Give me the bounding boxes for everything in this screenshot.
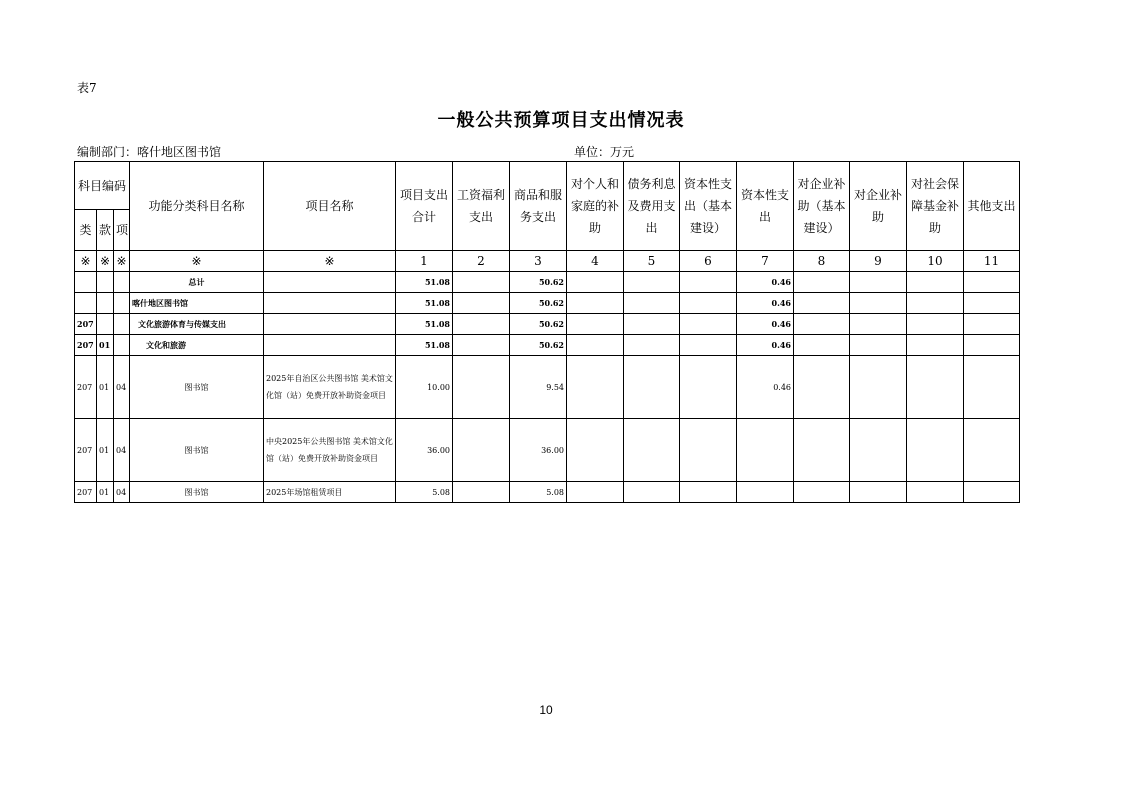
function-name-cell: 总计 [130,272,264,293]
col-number: 6 [680,251,737,272]
page-title: 一般公共预算项目支出情况表 [437,110,685,131]
marker-cell: ※ [114,251,130,272]
lei-cell [75,272,97,293]
value-cell [794,293,850,314]
function-name-cell: 文化旅游体育与传媒支出 [130,314,264,335]
value-cell [964,419,1020,482]
function-name-cell: 图书馆 [130,419,264,482]
value-cell: 50.62 [510,335,567,356]
xiang-cell [114,314,130,335]
value-cell [907,293,964,314]
value-cell: 0.46 [737,314,794,335]
col-number: 9 [850,251,907,272]
value-cell [850,356,907,419]
xiang-cell [114,293,130,314]
xiang-header: 项 [114,210,130,251]
project-name-cell: 2025年自治区公共图书馆 美术馆文化馆（站）免费开放补助资金项目 [264,356,396,419]
value-cell: 50.62 [510,293,567,314]
value-cell: 51.08 [396,335,453,356]
col-header-8: 对企业补助（基本建设） [794,162,850,251]
value-cell [964,293,1020,314]
col-header-2: 工资福利支出 [453,162,510,251]
table-row [75,314,1020,335]
value-cell [624,419,680,482]
value-cell [567,356,624,419]
table-row [75,293,1020,314]
xiang-cell: 04 [114,482,130,503]
kuan-cell: 01 [97,419,114,482]
value-cell: 0.46 [737,272,794,293]
value-cell [850,419,907,482]
kuan-cell [97,272,114,293]
value-cell [624,314,680,335]
value-cell [680,419,737,482]
value-cell [567,293,624,314]
marker-cell: ※ [130,251,264,272]
value-cell [907,419,964,482]
value-cell [964,272,1020,293]
value-cell: 51.08 [396,293,453,314]
value-cell [453,419,510,482]
function-name-header: 功能分类科目名称 [130,162,264,251]
project-name-cell [264,335,396,356]
value-cell [794,419,850,482]
value-cell [964,335,1020,356]
value-cell [453,482,510,503]
xiang-cell [114,335,130,356]
project-name-cell: 2025年场馆租赁项目 [264,482,396,503]
function-name-cell: 图书馆 [130,356,264,419]
value-cell [567,482,624,503]
table-row [75,335,1020,356]
value-cell [680,482,737,503]
value-cell: 10.00 [396,356,453,419]
value-cell [850,482,907,503]
xiang-cell: 04 [114,419,130,482]
lei-cell [75,293,97,314]
project-name-cell [264,293,396,314]
value-cell [850,293,907,314]
table-number: 表7 [77,81,97,95]
col-number: 8 [794,251,850,272]
col-header-10: 对社会保障基金补助 [907,162,964,251]
lei-cell: 207 [75,419,97,482]
kuan-cell [97,314,114,335]
value-cell [907,356,964,419]
value-cell: 9.54 [510,356,567,419]
value-cell [453,356,510,419]
lei-header: 类 [75,210,97,251]
value-cell [567,335,624,356]
value-cell: 0.46 [737,335,794,356]
value-cell [907,482,964,503]
value-cell [453,272,510,293]
value-cell [624,335,680,356]
value-cell: 36.00 [510,419,567,482]
value-cell [624,293,680,314]
value-cell [737,482,794,503]
value-cell [567,419,624,482]
value-cell [850,335,907,356]
col-header-5: 债务利息及费用支出 [624,162,680,251]
value-cell: 0.46 [737,356,794,419]
table-row [75,356,1020,419]
project-name-cell [264,314,396,335]
value-cell [794,335,850,356]
unit-label: 单位：万元 [574,145,635,159]
project-name-header: 项目名称 [264,162,396,251]
marker-cell: ※ [75,251,97,272]
value-cell [624,356,680,419]
page-number: 10 [539,703,553,717]
value-cell [850,272,907,293]
subject-code-header: 科目编码 [75,162,130,210]
col-number: 3 [510,251,567,272]
marker-cell: ※ [264,251,396,272]
value-cell [907,335,964,356]
kuan-cell: 01 [97,356,114,419]
value-cell [794,356,850,419]
value-cell [907,272,964,293]
value-cell [680,356,737,419]
lei-cell: 207 [75,335,97,356]
col-header-6: 资本性支出（基本建设） [680,162,737,251]
value-cell [567,314,624,335]
lei-cell: 207 [75,482,97,503]
value-cell [624,272,680,293]
value-cell [680,314,737,335]
value-cell [453,314,510,335]
lei-cell: 207 [75,356,97,419]
value-cell [453,335,510,356]
value-cell [567,272,624,293]
kuan-cell: 01 [97,335,114,356]
col-header-7: 资本性支出 [737,162,794,251]
col-header-4: 对个人和家庭的补助 [567,162,624,251]
value-cell: 5.08 [396,482,453,503]
function-name-cell: 喀什地区图书馆 [130,293,264,314]
value-cell: 5.08 [510,482,567,503]
value-cell [794,272,850,293]
value-cell: 36.00 [396,419,453,482]
value-cell [794,482,850,503]
function-name-cell: 图书馆 [130,482,264,503]
budget-table [74,161,1020,503]
col-number: 5 [624,251,680,272]
table-row [75,272,1020,293]
col-number: 2 [453,251,510,272]
value-cell: 51.08 [396,314,453,335]
xiang-cell: 04 [114,356,130,419]
value-cell [794,314,850,335]
value-cell [964,356,1020,419]
value-cell [680,293,737,314]
col-header-1: 项目支出合计 [396,162,453,251]
col-number: 7 [737,251,794,272]
lei-cell: 207 [75,314,97,335]
col-header-9: 对企业补助 [850,162,907,251]
col-number: 4 [567,251,624,272]
value-cell: 50.62 [510,272,567,293]
kuan-cell [97,293,114,314]
project-name-cell: 中央2025年公共图书馆 美术馆文化馆（站）免费开放补助资金项目 [264,419,396,482]
col-number: 10 [907,251,964,272]
value-cell [964,314,1020,335]
project-name-cell [264,272,396,293]
value-cell [624,482,680,503]
value-cell [737,419,794,482]
marker-cell: ※ [97,251,114,272]
compiling-department: 编制部门：喀什地区图书馆 [77,145,222,159]
table-row [75,482,1020,503]
value-cell [680,335,737,356]
col-header-11: 其他支出 [964,162,1020,251]
col-number: 11 [964,251,1020,272]
xiang-cell [114,272,130,293]
value-cell [680,272,737,293]
col-number: 1 [396,251,453,272]
kuan-cell: 01 [97,482,114,503]
value-cell: 51.08 [396,272,453,293]
col-header-3: 商品和服务支出 [510,162,567,251]
table-row [75,419,1020,482]
function-name-cell: 文化和旅游 [130,335,264,356]
value-cell [850,314,907,335]
value-cell [907,314,964,335]
value-cell: 50.62 [510,314,567,335]
kuan-header: 款 [97,210,114,251]
value-cell [453,293,510,314]
value-cell: 0.46 [737,293,794,314]
value-cell [964,482,1020,503]
